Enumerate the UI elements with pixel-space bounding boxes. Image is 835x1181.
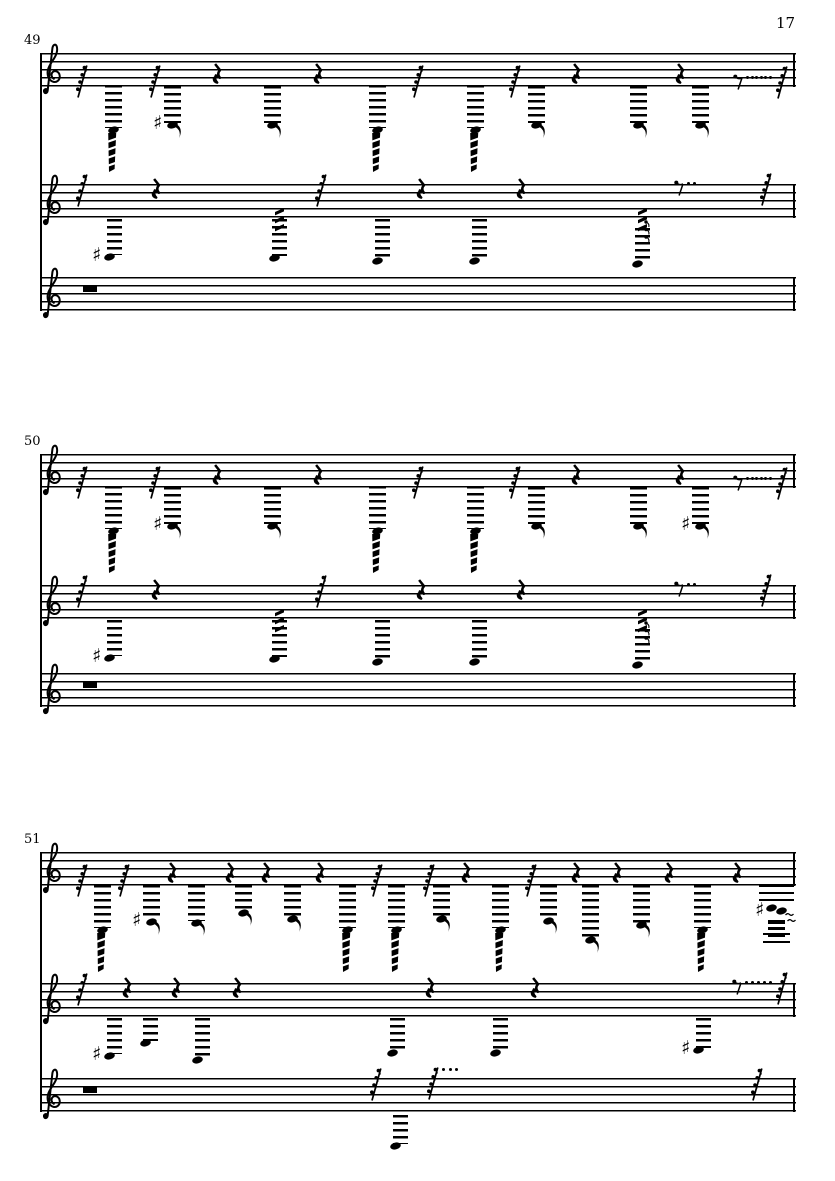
notehead [104, 253, 115, 261]
quarter-rest-icon [612, 862, 623, 888]
staff-lines [40, 277, 796, 311]
augmentation-dot [449, 1068, 452, 1071]
ledger-lines [540, 885, 557, 919]
quarter-rest-icon [416, 579, 427, 605]
note-flag-icon [539, 124, 548, 139]
treble-clef-icon [43, 171, 64, 235]
quarter-rest-icon [664, 862, 675, 888]
tremolo-stem-icon [275, 206, 284, 232]
quarter-rest-icon [675, 464, 686, 490]
ledger-lines [164, 487, 181, 524]
tremolo-beam [768, 920, 785, 924]
final-barline [793, 1078, 795, 1112]
ledger-lines [339, 885, 356, 928]
ledger-lines [390, 1018, 405, 1051]
sharp-accidental: ♯ [755, 899, 765, 921]
treble-clef-icon [43, 441, 64, 505]
treble-clef-icon [43, 970, 64, 1034]
ledger-lines [105, 85, 122, 128]
sharp-accidental: ♯ [92, 244, 102, 266]
notehead [390, 1142, 401, 1150]
ledger-lines [107, 1018, 122, 1054]
sixty-fourth-rest-icon [411, 63, 425, 99]
ledger-lines [369, 486, 386, 529]
augmentation-dot [751, 76, 754, 79]
ledger-lines [696, 1018, 711, 1048]
sixty-fourth-rest-icon [759, 572, 773, 608]
tremolo-stem-icon [494, 933, 504, 973]
ledger-lines [188, 885, 205, 921]
note-flag-icon [641, 525, 650, 540]
ledger-lines [528, 86, 545, 123]
notehead [632, 661, 643, 669]
ledger-lines [143, 885, 160, 920]
measure-number: 49 [24, 33, 41, 48]
ledger-lines [369, 85, 386, 128]
quarter-rest-icon [416, 178, 427, 204]
notehead [372, 257, 383, 265]
page-number: 17 [776, 14, 796, 32]
ledger-lines [493, 1018, 508, 1051]
ledger-lines [630, 86, 647, 123]
quarter-rest-icon [232, 977, 243, 1003]
note-flag-icon [175, 525, 184, 540]
quarter-rest-icon [571, 862, 582, 888]
quarter-rest-icon [212, 63, 223, 89]
note-flag-icon [551, 920, 560, 935]
flag-hooks-icon [644, 220, 652, 242]
ledger-lines [467, 486, 484, 529]
quarter-rest-icon [571, 63, 582, 89]
measure-number: 51 [24, 832, 41, 847]
eighth-rest-icon [674, 580, 684, 597]
augmentation-dot [769, 477, 772, 480]
note-flag-icon [641, 124, 650, 139]
note-flag-icon [175, 124, 184, 139]
notehead [104, 654, 115, 662]
ledger-lines [107, 219, 122, 255]
sixty-fourth-rest-icon [314, 573, 328, 609]
sixty-fourth-rest-icon [75, 971, 89, 1007]
note-flag-icon [199, 922, 208, 937]
ledger-lines [633, 885, 650, 923]
note-flag-icon [703, 525, 712, 540]
quarter-rest-icon [313, 464, 324, 490]
augmentation-dot [693, 182, 696, 185]
ledger-lines [264, 487, 281, 524]
tie-icon [785, 912, 794, 917]
whole-rest-icon [83, 286, 97, 292]
note-flag-icon [275, 124, 284, 139]
ledger-lines [630, 487, 647, 524]
ledger-lines [94, 885, 111, 928]
final-barline [793, 184, 795, 218]
eighth-rest-icon [733, 73, 743, 90]
ledger-lines [582, 885, 599, 938]
quarter-rest-icon [732, 862, 743, 888]
sharp-accidental: ♯ [681, 513, 691, 535]
notehead [140, 1039, 151, 1047]
treble-clef-icon [43, 660, 64, 724]
final-barline [793, 277, 795, 311]
notehead [387, 1049, 398, 1057]
tremolo-stem-icon [96, 933, 106, 973]
sixty-fourth-rest-icon [524, 862, 538, 898]
tremolo-beam [768, 927, 785, 931]
whole-rest-icon [83, 682, 97, 688]
sixty-fourth-rest-icon [75, 63, 89, 99]
augmentation-dot [769, 76, 772, 79]
notehead [469, 257, 480, 265]
tremolo-stem-icon [696, 933, 706, 973]
quarter-rest-icon [171, 977, 182, 1003]
ledger-lines [264, 86, 281, 123]
sixty-fourth-rest-icon [370, 862, 384, 898]
quarter-rest-icon [675, 63, 686, 89]
notehead [693, 1046, 704, 1054]
notehead [104, 1052, 115, 1060]
ledger-lines [763, 941, 790, 943]
sixty-fourth-rest-icon [775, 64, 789, 100]
staff-lines [40, 852, 796, 886]
system-start-barline [40, 53, 42, 311]
note-flag-icon [644, 924, 653, 939]
augmentation-dot [455, 1068, 458, 1071]
notehead [192, 1056, 203, 1064]
quarter-rest-icon [151, 579, 162, 605]
treble-clef-icon [43, 40, 64, 104]
ledger-lines [763, 933, 790, 935]
ledger-lines [472, 219, 487, 259]
treble-clef-icon [43, 572, 64, 636]
sharp-accidental: ♯ [132, 909, 142, 931]
notehead [269, 254, 280, 262]
treble-clef-icon [43, 264, 64, 328]
sixty-fourth-rest-icon [508, 63, 522, 99]
treble-clef-icon [43, 839, 64, 903]
note-flag-icon [444, 918, 453, 933]
quarter-rest-icon [516, 579, 527, 605]
quarter-rest-icon [516, 178, 527, 204]
final-barline [793, 852, 795, 886]
ledger-lines [105, 486, 122, 529]
note-flag-icon [246, 912, 255, 927]
final-barline [793, 585, 795, 619]
tremolo-stem-icon [275, 607, 284, 633]
ledger-lines [467, 85, 484, 128]
quarter-rest-icon [461, 862, 472, 888]
tremolo-stem-icon [469, 534, 479, 574]
notehead [469, 658, 480, 666]
quarter-rest-icon [425, 977, 436, 1003]
sixty-fourth-rest-icon [759, 171, 773, 207]
eighth-rest-icon [732, 978, 742, 995]
ledger-lines [759, 885, 794, 887]
sixty-fourth-rest-icon [369, 1066, 383, 1102]
system-start-barline [40, 454, 42, 707]
notehead [269, 655, 280, 663]
sharp-accidental: ♯ [92, 645, 102, 667]
ledger-lines [143, 1018, 158, 1041]
ledger-lines [692, 487, 709, 524]
flag-hooks-icon [644, 621, 652, 643]
ledger-lines [107, 620, 122, 656]
quarter-rest-icon [315, 862, 326, 888]
tremolo-stem-icon [107, 133, 117, 173]
note-flag-icon [539, 525, 548, 540]
eighth-rest-icon [733, 474, 743, 491]
ledger-lines [388, 885, 405, 928]
staff-lines [40, 983, 796, 1017]
sixty-fourth-rest-icon [411, 464, 425, 500]
notehead [632, 260, 643, 268]
tremolo-stem-icon [469, 133, 479, 173]
ledger-lines [433, 885, 450, 917]
ledger-lines [528, 487, 545, 524]
sixty-fourth-rest-icon [148, 63, 162, 99]
quarter-rest-icon [571, 464, 582, 490]
final-barline [793, 673, 795, 707]
sharp-accidental: ♯ [153, 513, 163, 535]
ledger-lines [759, 892, 794, 894]
ledger-lines [164, 86, 181, 123]
sixty-fourth-rest-icon [314, 172, 328, 208]
quarter-rest-icon [212, 464, 223, 490]
ledger-lines [492, 885, 509, 928]
eighth-rest-icon [674, 179, 684, 196]
staff-lines [40, 673, 796, 707]
treble-clef-icon [43, 1065, 64, 1129]
augmentation-dot [751, 477, 754, 480]
augmentation-dot [442, 1068, 445, 1071]
measure-number: 50 [24, 434, 41, 449]
ledger-lines [195, 1018, 210, 1058]
tremolo-stem-icon [107, 534, 117, 574]
note-flag-icon [154, 921, 163, 936]
quarter-rest-icon [167, 862, 178, 888]
note-flag-icon [275, 525, 284, 540]
ledger-lines [284, 885, 301, 917]
note-flag-icon [593, 939, 602, 954]
sharp-accidental: ♯ [92, 1043, 102, 1065]
final-barline [793, 983, 795, 1017]
sixty-fourth-rest-icon [775, 970, 789, 1006]
tremolo-stem-icon [371, 534, 381, 574]
note-flag-icon [703, 124, 712, 139]
quarter-rest-icon [122, 977, 133, 1003]
staff-lines [40, 1078, 796, 1112]
ledger-lines [375, 219, 390, 259]
sharp-accidental: ♯ [153, 112, 163, 134]
ledger-lines [759, 899, 794, 901]
ledger-lines [375, 620, 390, 660]
sixty-fourth-rest-icon [75, 464, 89, 500]
sharp-accidental: ♯ [681, 1037, 691, 1059]
sixty-fourth-rest-icon [75, 573, 89, 609]
sixty-fourth-rest-icon [75, 172, 89, 208]
tremolo-stem-icon [390, 933, 400, 973]
ledger-lines [472, 620, 487, 660]
augmentation-dot [693, 583, 696, 586]
sixty-fourth-rest-icon [775, 465, 789, 501]
sixty-fourth-rest-icon [508, 464, 522, 500]
ledger-lines [694, 885, 711, 928]
sixty-fourth-rest-icon [750, 1066, 764, 1102]
notehead [372, 658, 383, 666]
notehead [490, 1049, 501, 1057]
ledger-lines [235, 885, 252, 911]
sixty-fourth-rest-icon [426, 1065, 440, 1101]
augmentation-dot [760, 76, 763, 79]
tremolo-stem-icon [341, 933, 351, 973]
augmentation-dot [760, 477, 763, 480]
tremolo-stem-icon [371, 133, 381, 173]
final-barline [793, 53, 795, 87]
final-barline [793, 454, 795, 488]
sixty-fourth-rest-icon [117, 862, 131, 898]
sixty-fourth-rest-icon [148, 464, 162, 500]
system-start-barline [40, 852, 42, 1112]
note-flag-icon [295, 918, 304, 933]
whole-rest-icon [83, 1087, 97, 1093]
ledger-lines [393, 1115, 408, 1144]
quarter-rest-icon [261, 862, 272, 888]
ledger-lines [692, 86, 709, 123]
sixty-fourth-rest-icon [75, 862, 89, 898]
quarter-rest-icon [530, 977, 541, 1003]
quarter-rest-icon [313, 63, 324, 89]
tie-icon [787, 918, 796, 923]
quarter-rest-icon [151, 178, 162, 204]
